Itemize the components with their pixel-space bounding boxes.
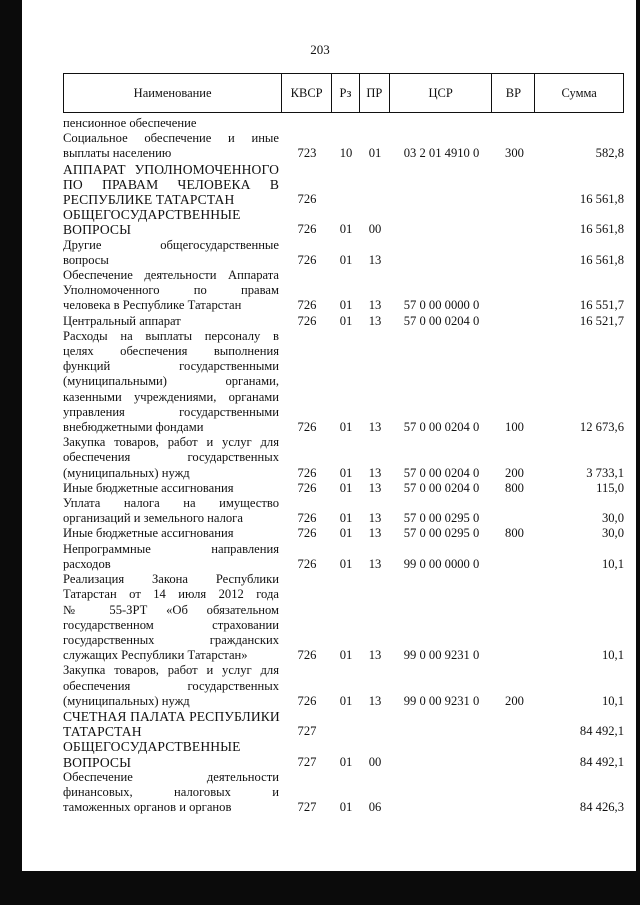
row-sum: 84 426,3 (579, 800, 624, 815)
row-name-line: пенсионное обеспечение (63, 116, 197, 130)
row-name-line: вопросы (63, 252, 109, 267)
row-name-line: управления государственными (63, 404, 279, 419)
row-kvsr: 727 (297, 724, 317, 739)
row-kvsr: 726 (297, 648, 317, 663)
row-name-line: (муниципальными) органами, (63, 374, 279, 389)
row-pr: 13 (368, 465, 382, 480)
row-name (63, 481, 282, 496)
header-rz: Рз (332, 74, 360, 112)
table-row (63, 131, 624, 161)
row-name-line: обеспечения государственных (63, 450, 279, 465)
row-kvsr: 726 (297, 313, 317, 328)
row-pr: 13 (368, 511, 382, 526)
row-kvsr: 726 (297, 693, 317, 708)
row-name-line: ВОПРОСЫ (63, 754, 132, 770)
row-sum: 10,1 (601, 693, 624, 708)
row-name-line: ОБЩЕГОСУДАРСТВЕННЫЕ (63, 739, 241, 755)
row-name (63, 709, 282, 739)
table-body (63, 116, 624, 815)
row-name-line: СЧЕТНАЯ ПАЛАТА РЕСПУБЛИКИ (63, 708, 280, 724)
row-name (63, 314, 282, 329)
row-name-line: Уплата налога на имущество (63, 496, 279, 511)
row-name-line: Иные бюджетные ассигнования (63, 480, 234, 495)
row-pr: 00 (368, 222, 382, 237)
table-row (63, 496, 624, 526)
row-name (63, 496, 282, 526)
row-csr: 57 0 00 0204 0 (403, 465, 480, 480)
row-csr: 57 0 00 0204 0 (403, 420, 480, 435)
header-csr: ЦСР (390, 74, 493, 112)
row-rz: 01 (339, 648, 353, 663)
row-name-line: ОБЩЕГОСУДАРСТВЕННЫЕ (63, 207, 241, 223)
row-name-line: человека в Республике Татарстан (63, 298, 242, 313)
row-rz: 01 (339, 465, 353, 480)
row-vr: 100 (505, 420, 524, 435)
row-name-line: Социальное обеспечение и иные (63, 131, 279, 146)
row-name (63, 739, 282, 769)
table-row (63, 663, 624, 709)
table-row (63, 709, 624, 739)
row-kvsr: 723 (297, 146, 317, 161)
row-kvsr: 726 (297, 192, 317, 207)
row-name (63, 435, 282, 481)
row-kvsr: 726 (297, 298, 317, 313)
row-name-line: Центральный аппарат (63, 313, 181, 328)
table-row (63, 207, 624, 237)
row-csr: 99 0 00 9231 0 (403, 693, 480, 708)
row-vr: 200 (505, 465, 524, 480)
table-row (63, 526, 624, 541)
row-name-line: Закупка товаров, работ и услуг для (63, 663, 279, 678)
row-pr: 13 (368, 648, 382, 663)
row-kvsr: 727 (297, 754, 317, 769)
table-row (63, 238, 624, 268)
row-name (63, 663, 282, 709)
row-sum: 84 492,1 (579, 724, 624, 739)
row-rz: 01 (339, 298, 353, 313)
row-kvsr: 726 (297, 222, 317, 237)
row-name-line: служащих Республики Татарстан» (63, 648, 248, 663)
row-sum: 16 561,8 (579, 192, 624, 207)
row-kvsr: 726 (297, 465, 317, 480)
header-name: Наименование (64, 74, 282, 112)
row-csr: 57 0 00 0295 0 (403, 526, 480, 541)
row-pr: 01 (368, 146, 382, 161)
row-name-line: внебюджетными фондами (63, 420, 204, 435)
row-pr: 13 (368, 480, 382, 495)
row-rz: 01 (339, 754, 353, 769)
header-kvsr: КВСР (282, 74, 332, 112)
page-number: 203 (310, 42, 330, 57)
row-kvsr: 726 (297, 420, 317, 435)
table-row (63, 314, 624, 329)
scan-right-border (636, 0, 640, 905)
row-name-line: Обеспечение деятельности Аппарата (63, 268, 279, 283)
row-pr: 13 (368, 556, 382, 571)
row-vr: 200 (505, 693, 524, 708)
row-sum: 30,0 (601, 526, 624, 541)
row-rz: 10 (339, 146, 353, 161)
row-pr: 13 (368, 252, 382, 267)
row-name (63, 329, 282, 435)
row-name (63, 542, 282, 572)
row-name-line: Закупка товаров, работ и услуг для (63, 435, 279, 450)
row-vr: 800 (505, 480, 524, 495)
row-kvsr: 726 (297, 511, 317, 526)
row-csr: 57 0 00 0204 0 (403, 480, 480, 495)
row-csr: 03 2 01 4910 0 (403, 146, 480, 161)
row-pr: 13 (368, 526, 382, 541)
row-name-line: таможенных органов и органов (63, 800, 232, 815)
row-name (63, 572, 282, 663)
row-name-line: РЕСПУБЛИКЕ ТАТАРСТАН (63, 192, 235, 208)
row-sum: 10,1 (601, 648, 624, 663)
row-name-line: Обеспечение деятельности (63, 769, 279, 784)
table-row (63, 268, 624, 314)
row-name-line: ТАТАРСТАН (63, 724, 142, 740)
table-row (63, 329, 624, 435)
row-pr: 13 (368, 693, 382, 708)
row-rz: 01 (339, 252, 353, 267)
row-rz: 01 (339, 526, 353, 541)
row-kvsr: 726 (297, 252, 317, 267)
row-pr: 00 (368, 754, 382, 769)
row-kvsr: 726 (297, 526, 317, 541)
row-name-line: Непрограммные направления (63, 541, 279, 556)
row-name-line: Другие общегосударственные (63, 237, 279, 252)
row-vr: 300 (505, 146, 524, 161)
row-name-line: обеспечения государственных (63, 678, 279, 693)
row-name (63, 207, 282, 237)
row-name-line: Уполномоченного по правам (63, 283, 279, 298)
row-csr: 99 0 00 9231 0 (403, 648, 480, 663)
table-header (63, 73, 624, 113)
row-pr: 13 (368, 313, 382, 328)
row-rz: 01 (339, 511, 353, 526)
table-row (63, 435, 624, 481)
row-name (63, 526, 282, 541)
row-name-line: целях обеспечения выполнения (63, 344, 279, 359)
row-name-line: ПО ПРАВАМ ЧЕЛОВЕКА В (63, 176, 279, 192)
row-pr: 13 (368, 298, 382, 313)
row-sum: 16 561,8 (579, 222, 624, 237)
row-kvsr: 726 (297, 480, 317, 495)
row-name-line: государственных гражданских (63, 632, 279, 647)
row-name-line: (муниципальных) нужд (63, 693, 190, 708)
header-sum: Сумма (561, 85, 597, 100)
row-name-line: (муниципальных) нужд (63, 465, 190, 480)
row-rz: 01 (339, 480, 353, 495)
row-rz: 01 (339, 222, 353, 237)
row-sum: 16 561,8 (579, 252, 624, 267)
row-name-line: ВОПРОСЫ (63, 222, 132, 238)
row-sum: 84 492,1 (579, 754, 624, 769)
table-row (63, 116, 624, 131)
row-rz: 01 (339, 800, 353, 815)
row-name-line: Иные бюджетные ассигнования (63, 526, 234, 541)
row-rz: 01 (339, 420, 353, 435)
table-row (63, 770, 624, 816)
header-vr: ВР (492, 74, 535, 112)
row-csr: 57 0 00 0000 0 (403, 298, 480, 313)
row-sum: 10,1 (601, 556, 624, 571)
row-name-line: Расходы на выплаты персоналу в (63, 328, 279, 343)
row-csr: 57 0 00 0204 0 (403, 313, 480, 328)
row-name-line: Татарстан от 14 июля 2012 года (63, 587, 279, 602)
row-name-line: АППАРАТ УПОЛНОМОЧЕННОГО (63, 161, 279, 177)
scan-left-border (0, 0, 22, 905)
row-csr: 57 0 00 0295 0 (403, 511, 480, 526)
row-vr: 800 (505, 526, 524, 541)
row-rz: 01 (339, 313, 353, 328)
row-name-line: финансовых, налоговых и (63, 784, 279, 799)
header-pr: ПР (360, 74, 390, 112)
row-sum: 12 673,6 (579, 420, 624, 435)
row-sum: 3 733,1 (586, 465, 624, 480)
row-name-line: выплаты населению (63, 146, 172, 161)
table-row (63, 739, 624, 769)
row-name-line: функций государственными (63, 359, 279, 374)
row-name (63, 770, 282, 816)
row-rz: 01 (339, 556, 353, 571)
table-row (63, 481, 624, 496)
row-name (63, 238, 282, 268)
row-name-line: расходов (63, 556, 111, 571)
row-name-line: казенными учреждениями, органами (63, 389, 279, 404)
row-sum: 16 521,7 (579, 313, 624, 328)
row-name (63, 131, 282, 161)
row-sum: 582,8 (595, 146, 624, 161)
row-csr: 99 0 00 0000 0 (403, 556, 480, 571)
row-name-line: государственном страховании (63, 617, 279, 632)
row-sum: 30,0 (601, 511, 624, 526)
row-name (63, 268, 282, 314)
row-name-line: организаций и земельного налога (63, 511, 243, 526)
row-name (63, 162, 282, 208)
table-row (63, 542, 624, 572)
table-row (63, 572, 624, 663)
table-row (63, 162, 624, 208)
row-sum: 16 551,7 (579, 298, 624, 313)
row-pr: 13 (368, 420, 382, 435)
row-pr: 06 (368, 800, 382, 815)
row-kvsr: 726 (297, 556, 317, 571)
row-sum: 115,0 (596, 480, 624, 495)
row-kvsr: 727 (297, 800, 317, 815)
row-name-line: Реализация Закона Республики (63, 572, 279, 587)
row-name-line: № 55-ЗРТ «Об обязательном (63, 602, 279, 617)
row-rz: 01 (339, 693, 353, 708)
row-name (63, 116, 282, 131)
scan-bottom-border (0, 871, 640, 905)
